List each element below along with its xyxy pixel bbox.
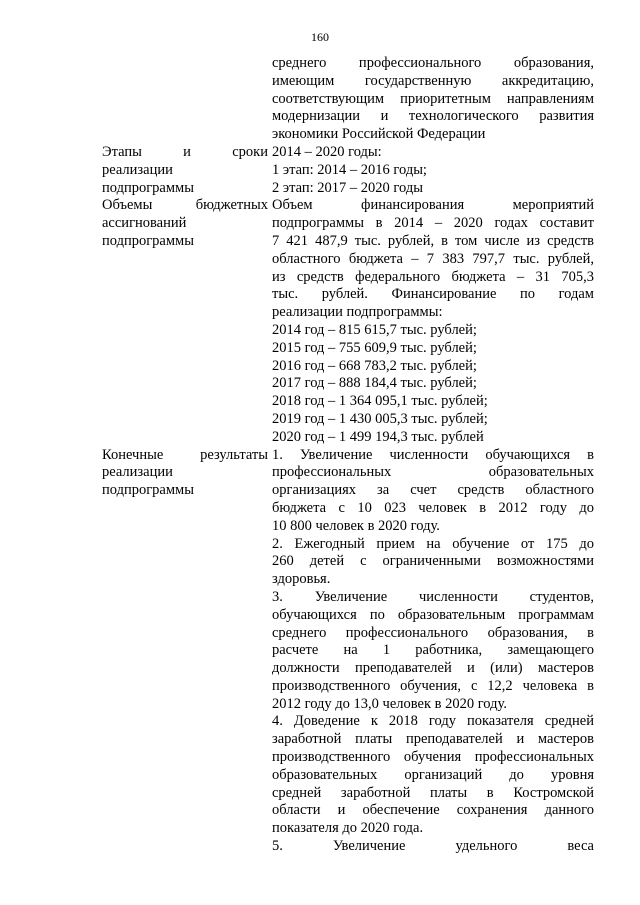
row-value	[272, 447, 594, 856]
table-row	[102, 144, 594, 197]
table-row-intro	[102, 55, 594, 144]
value-line: образовательных организаций до уровня	[272, 766, 594, 783]
value-line: средней заработной платы в Костромской	[272, 784, 594, 801]
value-line: Объем финансирования мероприятий	[272, 197, 594, 214]
value-line: 7 421 487,9 тыс. рублей, в том числе из средств	[272, 232, 594, 249]
document-table	[102, 55, 594, 856]
row-value	[272, 197, 594, 446]
value-line: 2014 год – 815 615,7 тыс. рублей;	[272, 321, 477, 338]
value-line: 2019 год – 1 430 005,3 тыс. рублей;	[272, 410, 488, 427]
value-line: 3. Увеличение численности студентов,	[272, 588, 594, 605]
table-row	[102, 197, 594, 446]
value-line: 2017 год – 888 184,4 тыс. рублей;	[272, 375, 477, 392]
value-line: областного бюджета – 7 383 797,7 тыс. рублей,	[272, 250, 594, 267]
row-label	[102, 197, 272, 446]
value-line: профессиональных образовательных	[272, 464, 594, 481]
value-line: производственного обучения профессиональных	[272, 749, 594, 766]
value-line: организациях за счет средств областного	[272, 482, 594, 499]
label-line: подпрограммы	[102, 179, 194, 196]
value-line: 1 этап: 2014 – 2016 годы;	[272, 161, 427, 178]
label-line: ассигнований	[102, 215, 187, 232]
label-line: подпрограммы	[102, 482, 194, 499]
text-line: имеющим государственную аккредитацию,	[272, 72, 594, 89]
value-line: среднего профессионального образования, в	[272, 624, 594, 641]
value-line: подпрограммы в 2014 – 2020 годах составит	[272, 215, 594, 232]
value-line: 2015 год – 755 609,9 тыс. рублей;	[272, 339, 477, 356]
value-line: заработной платы преподавателей и мастеров	[272, 731, 594, 748]
value-line: расчете на 1 работника, замещающего	[272, 642, 594, 659]
value-line: 2020 год – 1 499 194,3 тыс. рублей	[272, 428, 484, 445]
row-label	[102, 447, 272, 856]
label-line: реализации	[102, 161, 173, 178]
value-line: производственного обучения, с 12,2 человека в	[272, 677, 594, 694]
row-label	[102, 144, 272, 197]
page-number: 160	[311, 30, 329, 44]
value-line: здоровья.	[272, 571, 331, 588]
label-line: реализации	[102, 464, 173, 481]
value-line: 4. Доведение к 2018 году показателя средней	[272, 713, 594, 730]
value-line: из средств федерального бюджета – 31 705,3	[272, 268, 594, 285]
row-value	[272, 144, 594, 197]
value-line: показателя до 2020 года.	[272, 820, 424, 837]
value-line: бюджета с 10 023 человек в 2012 году до	[272, 499, 594, 516]
value-line: должности преподавателей и (или) мастеров	[272, 660, 594, 677]
value-line: тыс. рублей. Финансирование по годам	[272, 286, 594, 303]
value-line: обучающихся по образовательным программам	[272, 606, 594, 623]
text-line: соответствующим приоритетным направлениям	[272, 90, 594, 107]
value-line: 2 этап: 2017 – 2020 годы	[272, 179, 423, 196]
label-line: Конечные результаты	[102, 446, 268, 463]
value-line: 2016 год – 668 783,2 тыс. рублей;	[272, 357, 477, 374]
label-line: Объемы бюджетных	[102, 197, 268, 214]
text-line: экономики Российской Федерации	[272, 126, 486, 143]
value-line: реализации подпрограммы:	[272, 304, 443, 321]
value-line: 2018 год – 1 364 095,1 тыс. рублей;	[272, 393, 488, 410]
label-line: Этапы и сроки	[102, 143, 268, 160]
row-value	[272, 55, 594, 144]
value-line: 2014 – 2020 годы:	[272, 143, 382, 160]
row-label	[102, 55, 272, 144]
table-row	[102, 447, 594, 856]
value-line: области и обеспечение сохранения данного	[272, 802, 594, 819]
value-line: 260 детей с ограниченными возможностями	[272, 553, 594, 570]
text-line: модернизации и технологического развития	[272, 108, 594, 125]
value-line: 10 800 человек в 2020 году.	[272, 517, 440, 534]
label-line: подпрограммы	[102, 232, 194, 249]
value-line: 2012 году до 13,0 человек в 2020 году.	[272, 695, 507, 712]
value-line: 2. Ежегодный прием на обучение от 175 до	[272, 535, 594, 552]
text-line: среднего профессионального образования,	[272, 55, 594, 71]
value-line: 5. Увеличение удельного веса	[272, 838, 594, 855]
value-line: 1. Увеличение численности обучающихся в	[272, 446, 594, 463]
